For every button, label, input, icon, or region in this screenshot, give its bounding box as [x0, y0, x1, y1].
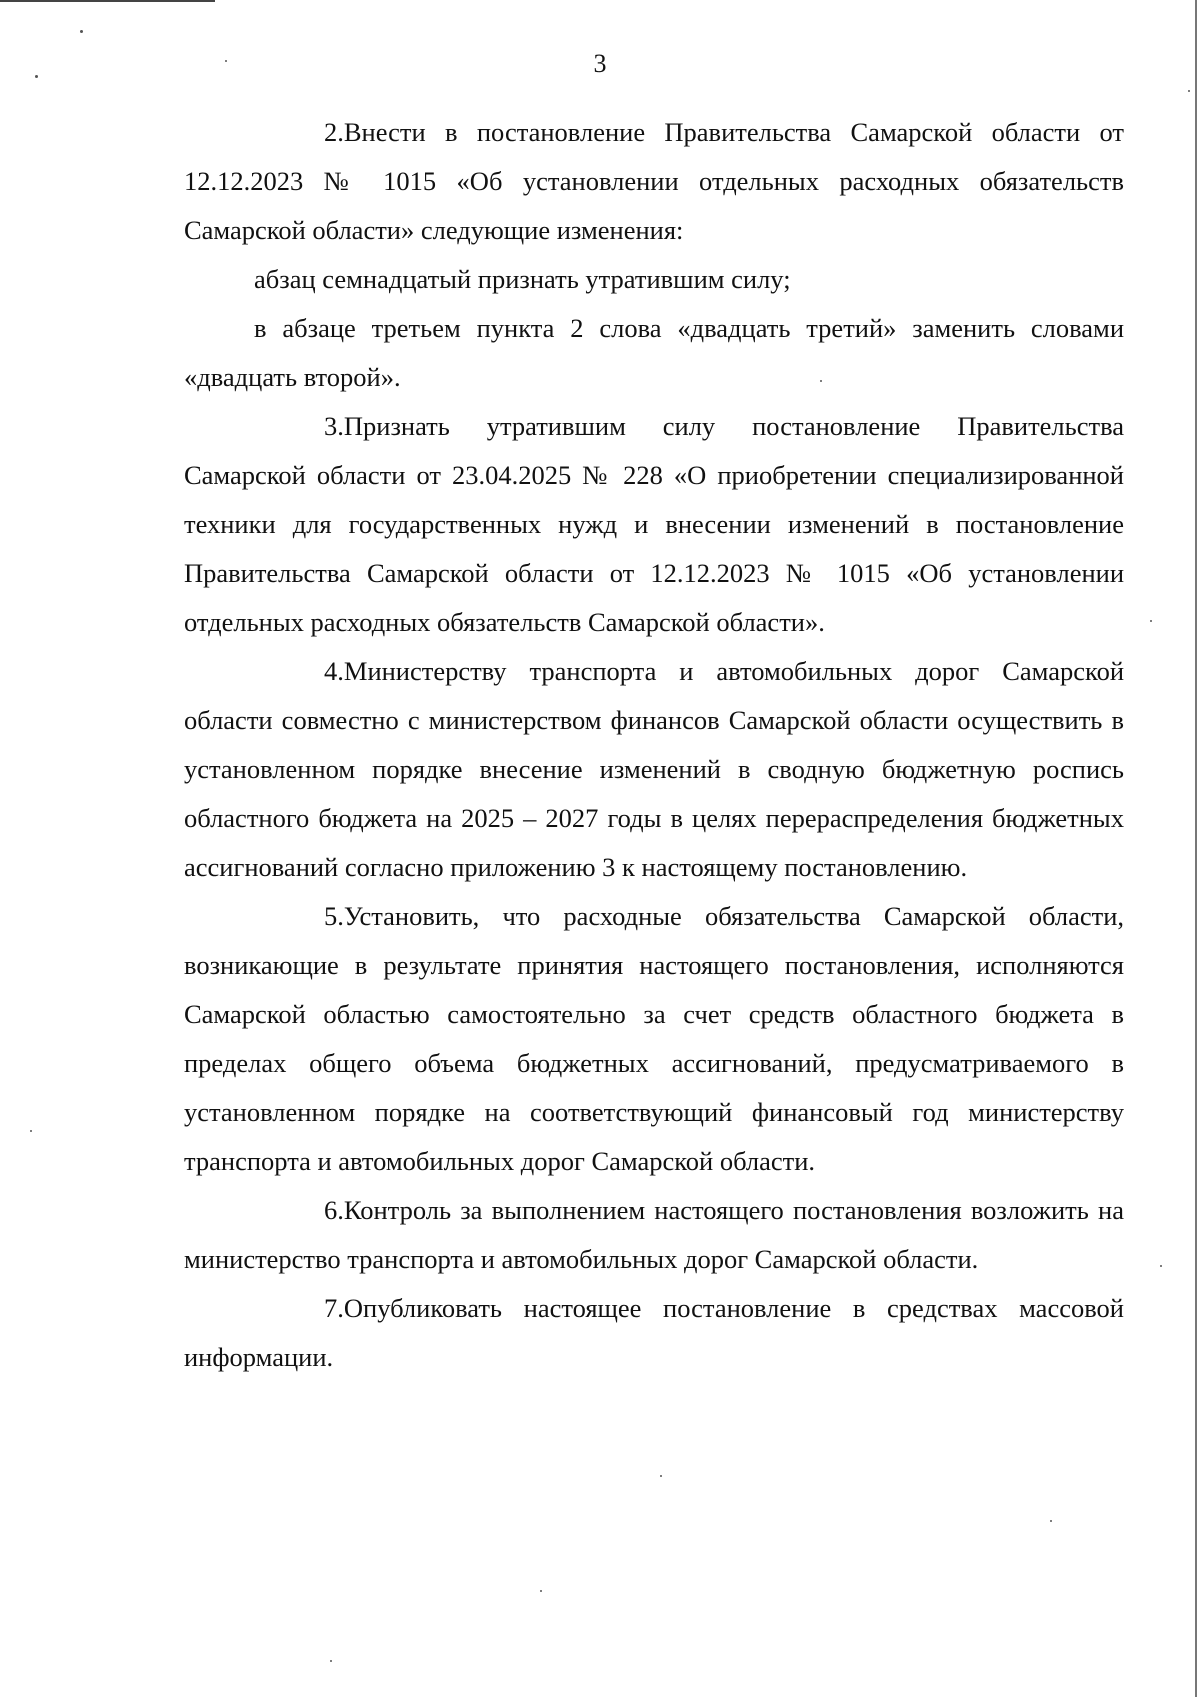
- paragraph-7: [184, 1284, 1124, 1382]
- scan-edge-top: [0, 0, 215, 2]
- scan-speck: [820, 380, 822, 382]
- paragraph-4: [184, 647, 1124, 892]
- paragraph-6: [184, 1186, 1124, 1284]
- paragraph-number: 6.: [324, 1195, 344, 1225]
- paragraph-2-sub-2: [184, 304, 1124, 402]
- paragraph-text: Установить, что расходные обязательства Самарской области, возникающие в результате принятия настоящего постановления, исполняются Самарской областью самостоятельно за счет средств областного бюджета в пределах общего объема бюджетных ассигнований, предусматриваемого в установленном порядке на соответствующий финансовый год министерству транспорта и автомобильных дорог Самарской области.: [184, 901, 1124, 1176]
- document-body: [184, 108, 1124, 1382]
- scan-edge-right: [1195, 0, 1197, 1697]
- paragraph-text: Контроль за выполнением настоящего постановления возложить на министерство транспорта и автомобильных дорог Самарской области.: [184, 1195, 1124, 1274]
- paragraph-text: Признать утратившим силу постановление Правительства Самарской области от 23.04.2025 № 228 «О приобретении специализированной техники для государственных нужд и внесении изменений в постановление Правительства Самарской области от 12.12.2023 № 1015 «Об установлении отдельных расходных обязательств Самарской области».: [184, 411, 1124, 637]
- scan-speck: [80, 30, 83, 33]
- paragraph-number: 3.: [324, 411, 344, 441]
- scan-speck: [1150, 620, 1152, 622]
- paragraph-text: в абзаце третьем пункта 2 слова «двадцать третий» заменить словами «двадцать второй».: [184, 313, 1124, 392]
- paragraph-2: [184, 108, 1124, 255]
- paragraph-5: [184, 892, 1124, 1186]
- scan-speck: [1160, 1265, 1162, 1267]
- paragraph-text: Опубликовать настоящее постановление в средствах массовой информации.: [184, 1293, 1124, 1372]
- scan-speck: [1050, 1520, 1052, 1522]
- paragraph-2-sub-1: [184, 255, 1124, 304]
- paragraph-3: [184, 402, 1124, 647]
- paragraph-number: 4.: [324, 656, 344, 686]
- scan-speck: [330, 1660, 332, 1662]
- scan-speck: [30, 1130, 32, 1132]
- paragraph-number: 7.: [324, 1293, 344, 1323]
- paragraph-number: 2.: [324, 117, 344, 147]
- scan-speck: [225, 60, 227, 62]
- scan-speck: [1188, 90, 1190, 92]
- scan-speck: [660, 1475, 662, 1477]
- paragraph-number: 5.: [324, 901, 344, 931]
- page-number: 3: [593, 49, 607, 78]
- paragraph-text: Министерству транспорта и автомобильных дорог Самарской области совместно с министерством финансов Самарской области осуществить в установленном порядке внесение изменений в сводную бюджетную роспись областного бюджета на 2025 – 2027 годы в целях перераспределения бюджетных ассигнований согласно приложению 3 к настоящему постановлению.: [184, 656, 1124, 882]
- scan-speck: [540, 1590, 542, 1592]
- paragraph-text: абзац семнадцатый признать утратившим силу;: [254, 264, 791, 294]
- scan-speck: [35, 75, 38, 78]
- paragraph-text: Внести в постановление Правительства Самарской области от 12.12.2023 № 1015 «Об установлении отдельных расходных обязательств Самарской области» следующие изменения:: [184, 117, 1124, 245]
